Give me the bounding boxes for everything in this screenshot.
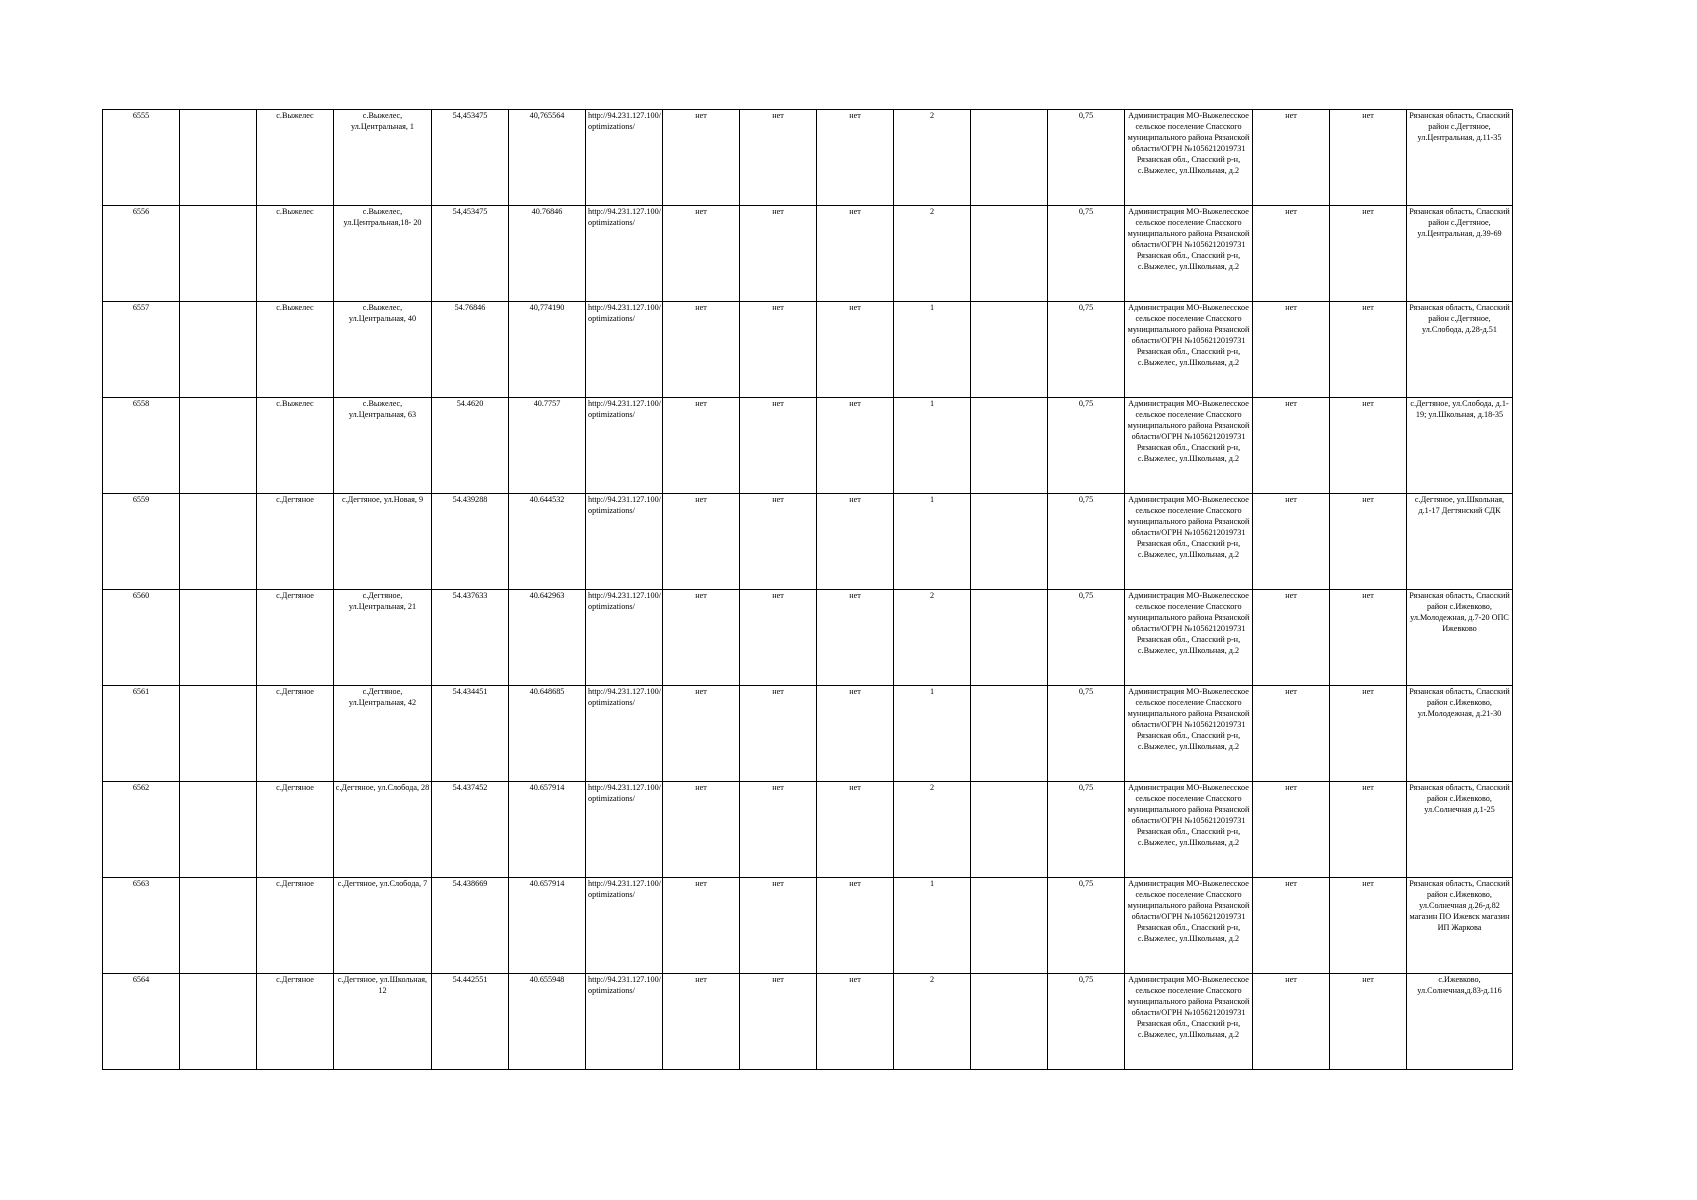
registry-table [102,109,1513,1070]
url-cell: http://94.231.127.100/optimizations/ [586,398,663,494]
flag-cell: нет [1253,398,1330,494]
table-body [103,110,1513,1070]
flag-cell: нет [663,398,740,494]
settlement-cell: с.Дегтяное [257,974,334,1070]
flag-cell: нет [817,590,894,686]
empty-cell [971,878,1048,974]
longitude-cell: 40.657914 [509,878,586,974]
flag-cell: нет [663,494,740,590]
volume-cell: 0,75 [1048,974,1125,1070]
flag-cell: нет [1330,974,1407,1070]
owner-cell: Администрация МО-Выжелесское сельское поселение Спасского муниципального района Рязанской области/ОГРН №1056212019731 Рязанская обл., Спасский р-н, с.Выжелес, ул.Школьная, д.2 [1125,110,1253,206]
flag-cell: нет [1253,302,1330,398]
row-number-cell: 6558 [103,398,180,494]
empty-cell [971,494,1048,590]
flag-cell: нет [1253,590,1330,686]
flag-cell: нет [817,398,894,494]
url-cell: http://94.231.127.100/optimizations/ [586,686,663,782]
table-row [103,590,1513,686]
row-number-cell: 6564 [103,974,180,1070]
flag-cell: нет [663,590,740,686]
address-cell: с.Выжелес, ул.Центральная, 63 [334,398,432,494]
flag-cell: нет [1330,878,1407,974]
volume-cell: 0,75 [1048,206,1125,302]
flag-cell: нет [817,206,894,302]
url-cell: http://94.231.127.100/optimizations/ [586,302,663,398]
flag-cell: нет [1330,398,1407,494]
url-cell: http://94.231.127.100/optimizations/ [586,110,663,206]
latitude-cell: 54,453475 [432,206,509,302]
table-row [103,878,1513,974]
table-row [103,302,1513,398]
row-number-cell: 6557 [103,302,180,398]
owner-cell: Администрация МО-Выжелесское сельское поселение Спасского муниципального района Рязанской области/ОГРН №1056212019731 Рязанская обл., Спасский р-н, с.Выжелес, ул.Школьная, д.2 [1125,590,1253,686]
longitude-cell: 40.7757 [509,398,586,494]
longitude-cell: 40.657914 [509,782,586,878]
empty-cell [180,398,257,494]
flag-cell: нет [663,878,740,974]
count-cell: 2 [894,590,971,686]
empty-cell [971,110,1048,206]
flag-cell: нет [740,878,817,974]
latitude-cell: 54.434451 [432,686,509,782]
longitude-cell: 40,765564 [509,110,586,206]
volume-cell: 0,75 [1048,782,1125,878]
address-cell: с.Дегтяное, ул.Слобода, 28 [334,782,432,878]
owner-cell: Администрация МО-Выжелесское сельское поселение Спасского муниципального района Рязанской области/ОГРН №1056212019731 Рязанская обл., Спасский р-н, с.Выжелес, ул.Школьная, д.2 [1125,494,1253,590]
flag-cell: нет [1253,974,1330,1070]
empty-cell [180,590,257,686]
flag-cell: нет [1330,782,1407,878]
row-number-cell: 6561 [103,686,180,782]
flag-cell: нет [817,494,894,590]
address-cell: с.Дегтяное, ул.Новая, 9 [334,494,432,590]
flag-cell: нет [740,206,817,302]
flag-cell: нет [740,782,817,878]
row-number-cell: 6559 [103,494,180,590]
row-number-cell: 6560 [103,590,180,686]
flag-cell: нет [817,686,894,782]
flag-cell: нет [1330,302,1407,398]
row-number-cell: 6555 [103,110,180,206]
volume-cell: 0,75 [1048,878,1125,974]
row-number-cell: 6563 [103,878,180,974]
served-area-cell: Рязанская область, Спасский район с.Дегтяное, ул.Центральная, д.11-35 [1407,110,1513,206]
flag-cell: нет [1253,686,1330,782]
flag-cell: нет [1330,686,1407,782]
url-cell: http://94.231.127.100/optimizations/ [586,494,663,590]
volume-cell: 0,75 [1048,686,1125,782]
count-cell: 1 [894,494,971,590]
settlement-cell: с.Выжелес [257,206,334,302]
longitude-cell: 40.642963 [509,590,586,686]
settlement-cell: с.Выжелес [257,398,334,494]
url-cell: http://94.231.127.100/optimizations/ [586,206,663,302]
served-area-cell: с.Дегтяное, ул.Слобода, д.1-19; ул.Школьная, д.18-35 [1407,398,1513,494]
latitude-cell: 54.439288 [432,494,509,590]
latitude-cell: 54.76846 [432,302,509,398]
empty-cell [180,686,257,782]
count-cell: 1 [894,302,971,398]
flag-cell: нет [740,398,817,494]
settlement-cell: с.Дегтяное [257,686,334,782]
flag-cell: нет [1330,110,1407,206]
count-cell: 1 [894,686,971,782]
empty-cell [971,782,1048,878]
owner-cell: Администрация МО-Выжелесское сельское поселение Спасского муниципального района Рязанской области/ОГРН №1056212019731 Рязанская обл., Спасский р-н, с.Выжелес, ул.Школьная, д.2 [1125,974,1253,1070]
empty-cell [971,686,1048,782]
row-number-cell: 6562 [103,782,180,878]
empty-cell [971,590,1048,686]
served-area-cell: Рязанская область, Спасский район с.Дегтяное, ул.Слобода, д.28-д.51 [1407,302,1513,398]
table-row [103,782,1513,878]
served-area-cell: Рязанская область, Спасский район с.Ижевково, ул.Молодежная, д.7-20 ОПС Ижевково [1407,590,1513,686]
longitude-cell: 40,774190 [509,302,586,398]
count-cell: 2 [894,974,971,1070]
served-area-cell: Рязанская область, Спасский район с.Ижевково, ул.Солнечная д.26-д.82 магазин ПО Ижевск магазин ИП Жаркова [1407,878,1513,974]
empty-cell [180,494,257,590]
flag-cell: нет [740,686,817,782]
latitude-cell: 54.4620 [432,398,509,494]
flag-cell: нет [1253,878,1330,974]
latitude-cell: 54.437633 [432,590,509,686]
url-cell: http://94.231.127.100/optimizations/ [586,782,663,878]
flag-cell: нет [817,302,894,398]
settlement-cell: с.Дегтяное [257,494,334,590]
served-area-cell: Рязанская область, Спасский район с.Ижевково, ул.Молодежная, д.21-30 [1407,686,1513,782]
address-cell: с.Выжелес, ул.Центральная, 40 [334,302,432,398]
count-cell: 1 [894,878,971,974]
settlement-cell: с.Выжелес [257,302,334,398]
owner-cell: Администрация МО-Выжелесское сельское поселение Спасского муниципального района Рязанской области/ОГРН №1056212019731 Рязанская обл., Спасский р-н, с.Выжелес, ул.Школьная, д.2 [1125,782,1253,878]
address-cell: с.Дегтяное, ул.Слобода, 7 [334,878,432,974]
table-row [103,494,1513,590]
empty-cell [971,398,1048,494]
latitude-cell: 54.438669 [432,878,509,974]
address-cell: с.Дегтяное, ул.Школьная, 12 [334,974,432,1070]
empty-cell [180,206,257,302]
empty-cell [180,878,257,974]
latitude-cell: 54.442551 [432,974,509,1070]
flag-cell: нет [817,974,894,1070]
volume-cell: 0,75 [1048,398,1125,494]
url-cell: http://94.231.127.100/optimizations/ [586,590,663,686]
flag-cell: нет [740,494,817,590]
address-cell: с.Дегтяное, ул.Центральная, 21 [334,590,432,686]
empty-cell [180,302,257,398]
flag-cell: нет [663,206,740,302]
table-row [103,974,1513,1070]
table-row [103,110,1513,206]
latitude-cell: 54,453475 [432,110,509,206]
served-area-cell: Рязанская область, Спасский район с.Дегтяное, ул.Центральная, д.39-69 [1407,206,1513,302]
empty-cell [180,974,257,1070]
url-cell: http://94.231.127.100/optimizations/ [586,974,663,1070]
flag-cell: нет [663,302,740,398]
settlement-cell: с.Дегтяное [257,590,334,686]
longitude-cell: 40.648685 [509,686,586,782]
latitude-cell: 54.437452 [432,782,509,878]
flag-cell: нет [663,782,740,878]
table-row [103,206,1513,302]
count-cell: 2 [894,782,971,878]
count-cell: 1 [894,398,971,494]
served-area-cell: с.Ижевково, ул.Солнечная,д.83-д.116 [1407,974,1513,1070]
owner-cell: Администрация МО-Выжелесское сельское поселение Спасского муниципального района Рязанской области/ОГРН №1056212019731 Рязанская обл., Спасский р-н, с.Выжелес, ул.Школьная, д.2 [1125,878,1253,974]
address-cell: с.Выжелес, ул.Центральная, 1 [334,110,432,206]
settlement-cell: с.Дегтяное [257,782,334,878]
empty-cell [971,974,1048,1070]
empty-cell [180,110,257,206]
flag-cell: нет [1330,494,1407,590]
flag-cell: нет [663,974,740,1070]
flag-cell: нет [1330,590,1407,686]
url-cell: http://94.231.127.100/optimizations/ [586,878,663,974]
volume-cell: 0,75 [1048,494,1125,590]
served-area-cell: с.Дегтяное, ул.Школьная, д.1-17 Дегтянский СДК [1407,494,1513,590]
volume-cell: 0,75 [1048,590,1125,686]
empty-cell [971,302,1048,398]
count-cell: 2 [894,206,971,302]
flag-cell: нет [1253,206,1330,302]
longitude-cell: 40.76846 [509,206,586,302]
row-number-cell: 6556 [103,206,180,302]
table-row [103,686,1513,782]
empty-cell [180,782,257,878]
flag-cell: нет [817,782,894,878]
flag-cell: нет [663,110,740,206]
flag-cell: нет [817,110,894,206]
volume-cell: 0,75 [1048,110,1125,206]
count-cell: 2 [894,110,971,206]
owner-cell: Администрация МО-Выжелесское сельское поселение Спасского муниципального района Рязанской области/ОГРН №1056212019731 Рязанская обл., Спасский р-н, с.Выжелес, ул.Школьная, д.2 [1125,302,1253,398]
flag-cell: нет [1253,782,1330,878]
address-cell: с.Выжелес, ул.Центральная,18- 20 [334,206,432,302]
owner-cell: Администрация МО-Выжелесское сельское поселение Спасского муниципального района Рязанской области/ОГРН №1056212019731 Рязанская обл., Спасский р-н, с.Выжелес, ул.Школьная, д.2 [1125,398,1253,494]
flag-cell: нет [740,302,817,398]
flag-cell: нет [1253,110,1330,206]
longitude-cell: 40.644532 [509,494,586,590]
table-row [103,398,1513,494]
longitude-cell: 40.655948 [509,974,586,1070]
flag-cell: нет [740,590,817,686]
flag-cell: нет [740,974,817,1070]
owner-cell: Администрация МО-Выжелесское сельское поселение Спасского муниципального района Рязанской области/ОГРН №1056212019731 Рязанская обл., Спасский р-н, с.Выжелес, ул.Школьная, д.2 [1125,206,1253,302]
flag-cell: нет [740,110,817,206]
flag-cell: нет [1253,494,1330,590]
served-area-cell: Рязанская область, Спасский район с.Ижевково, ул.Солнечная д.1-25 [1407,782,1513,878]
flag-cell: нет [1330,206,1407,302]
settlement-cell: с.Выжелес [257,110,334,206]
flag-cell: нет [817,878,894,974]
empty-cell [971,206,1048,302]
owner-cell: Администрация МО-Выжелесское сельское поселение Спасского муниципального района Рязанской области/ОГРН №1056212019731 Рязанская обл., Спасский р-н, с.Выжелес, ул.Школьная, д.2 [1125,686,1253,782]
address-cell: с.Дегтяное, ул.Центральная, 42 [334,686,432,782]
settlement-cell: с.Дегтяное [257,878,334,974]
flag-cell: нет [663,686,740,782]
volume-cell: 0,75 [1048,302,1125,398]
